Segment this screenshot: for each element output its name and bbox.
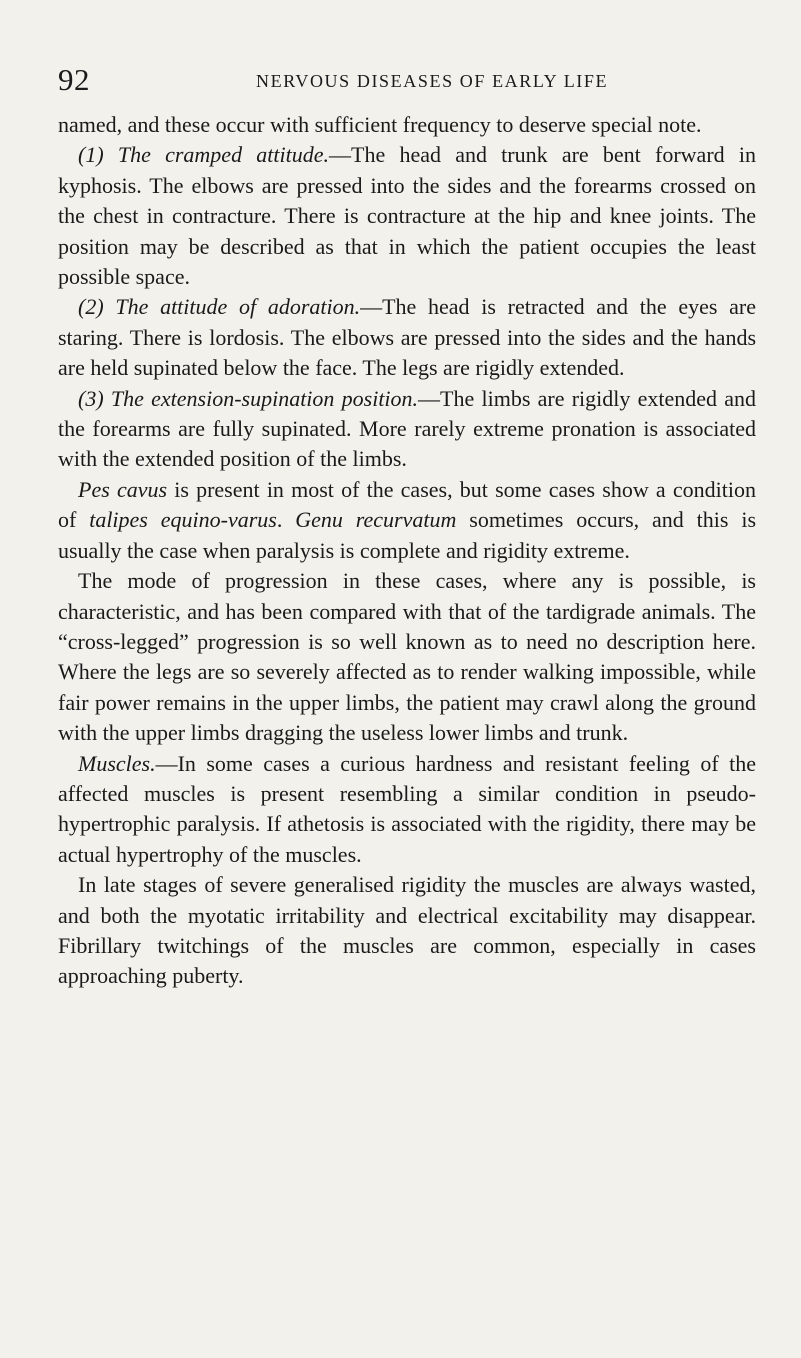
paragraph-heading: (3) The extension-supination position.	[78, 385, 419, 411]
running-title: NERVOUS DISEASES OF EARLY LIFE	[256, 71, 609, 91]
paragraph-heading: (2) The attitude of adoration.	[78, 294, 361, 320]
italic-term: talipes equino-varus	[89, 507, 277, 533]
paragraph-text: —The limbs are rigidly extended and the forearms are fully supinated. More rarely extreme pronation is associated with the extended position of the limbs.	[58, 385, 756, 472]
paragraph-text: The mode of progression in these cases, where any is possible, is characteristic, and has been compared with that of the tardigrade animals. The “cross-legged” progression is so well known as to need no description here. Where the legs are so severely affected as to render walking impossible, while fair power remains in the upper limbs, the patient may crawl along the ground with the upper limbs dragging the useless lower limbs and trunk.	[58, 568, 756, 746]
paragraph-heading: Muscles.	[78, 750, 156, 776]
page-header	[0, 62, 801, 98]
page-number: 92	[58, 62, 90, 97]
paragraph-text: —In some cases a curious hardness and resistant feeling of the affected muscles is present resembling a similar condition in pseudo-hypertrophic paralysis. If athetosis is associated with the rigidity, there may be actual hypertrophy of the muscles.	[58, 750, 756, 867]
paragraph-heading: (1) The cramped attitude.	[78, 142, 330, 168]
paragraph-text: —The head and trunk are bent forward in kyphosis. The elbows are pressed into the sides and the forearms crossed on the chest in contracture. There is contracture at the hip and knee joints. The position may be described as that in which the patient occupies the least possible space.	[58, 142, 756, 290]
paragraph-pes-cavus	[58, 475, 756, 566]
paragraph-extension-supination	[58, 384, 756, 475]
paragraph-text: is present in most of the cases, but some cases show a condition of talipes equino-varus. Genu recurvatum sometimes occurs, and this is usually the case when paralysis is complete and rigidity extreme.	[58, 476, 757, 563]
paragraph-intro	[58, 110, 756, 140]
paragraph-heading: Pes cavus	[78, 476, 168, 502]
paragraph-attitude-of-adoration	[58, 292, 756, 383]
paragraph-late-stages	[58, 870, 756, 992]
paragraph-muscles	[58, 749, 756, 871]
paragraph-text: In late stages of severe generalised rigidity the muscles are always wasted, and both the myotatic irritability and electrical excitability may disappear. Fibrillary twitchings of the muscles are common, especially in cases approaching puberty.	[58, 872, 756, 989]
body-text	[58, 110, 756, 992]
paragraph-cramped-attitude	[58, 140, 756, 292]
italic-term: Genu recurvatum	[295, 507, 457, 533]
paragraph-text: —The head is retracted and the eyes are staring. There is lordosis. The elbows are pressed into the sides and the hands are held supinated below the face. The legs are rigidly extended.	[58, 294, 757, 381]
paragraph-mode-of-progression	[58, 566, 756, 748]
paragraph-text: named, and these occur with sufficient frequency to deserve special note.	[58, 112, 702, 137]
